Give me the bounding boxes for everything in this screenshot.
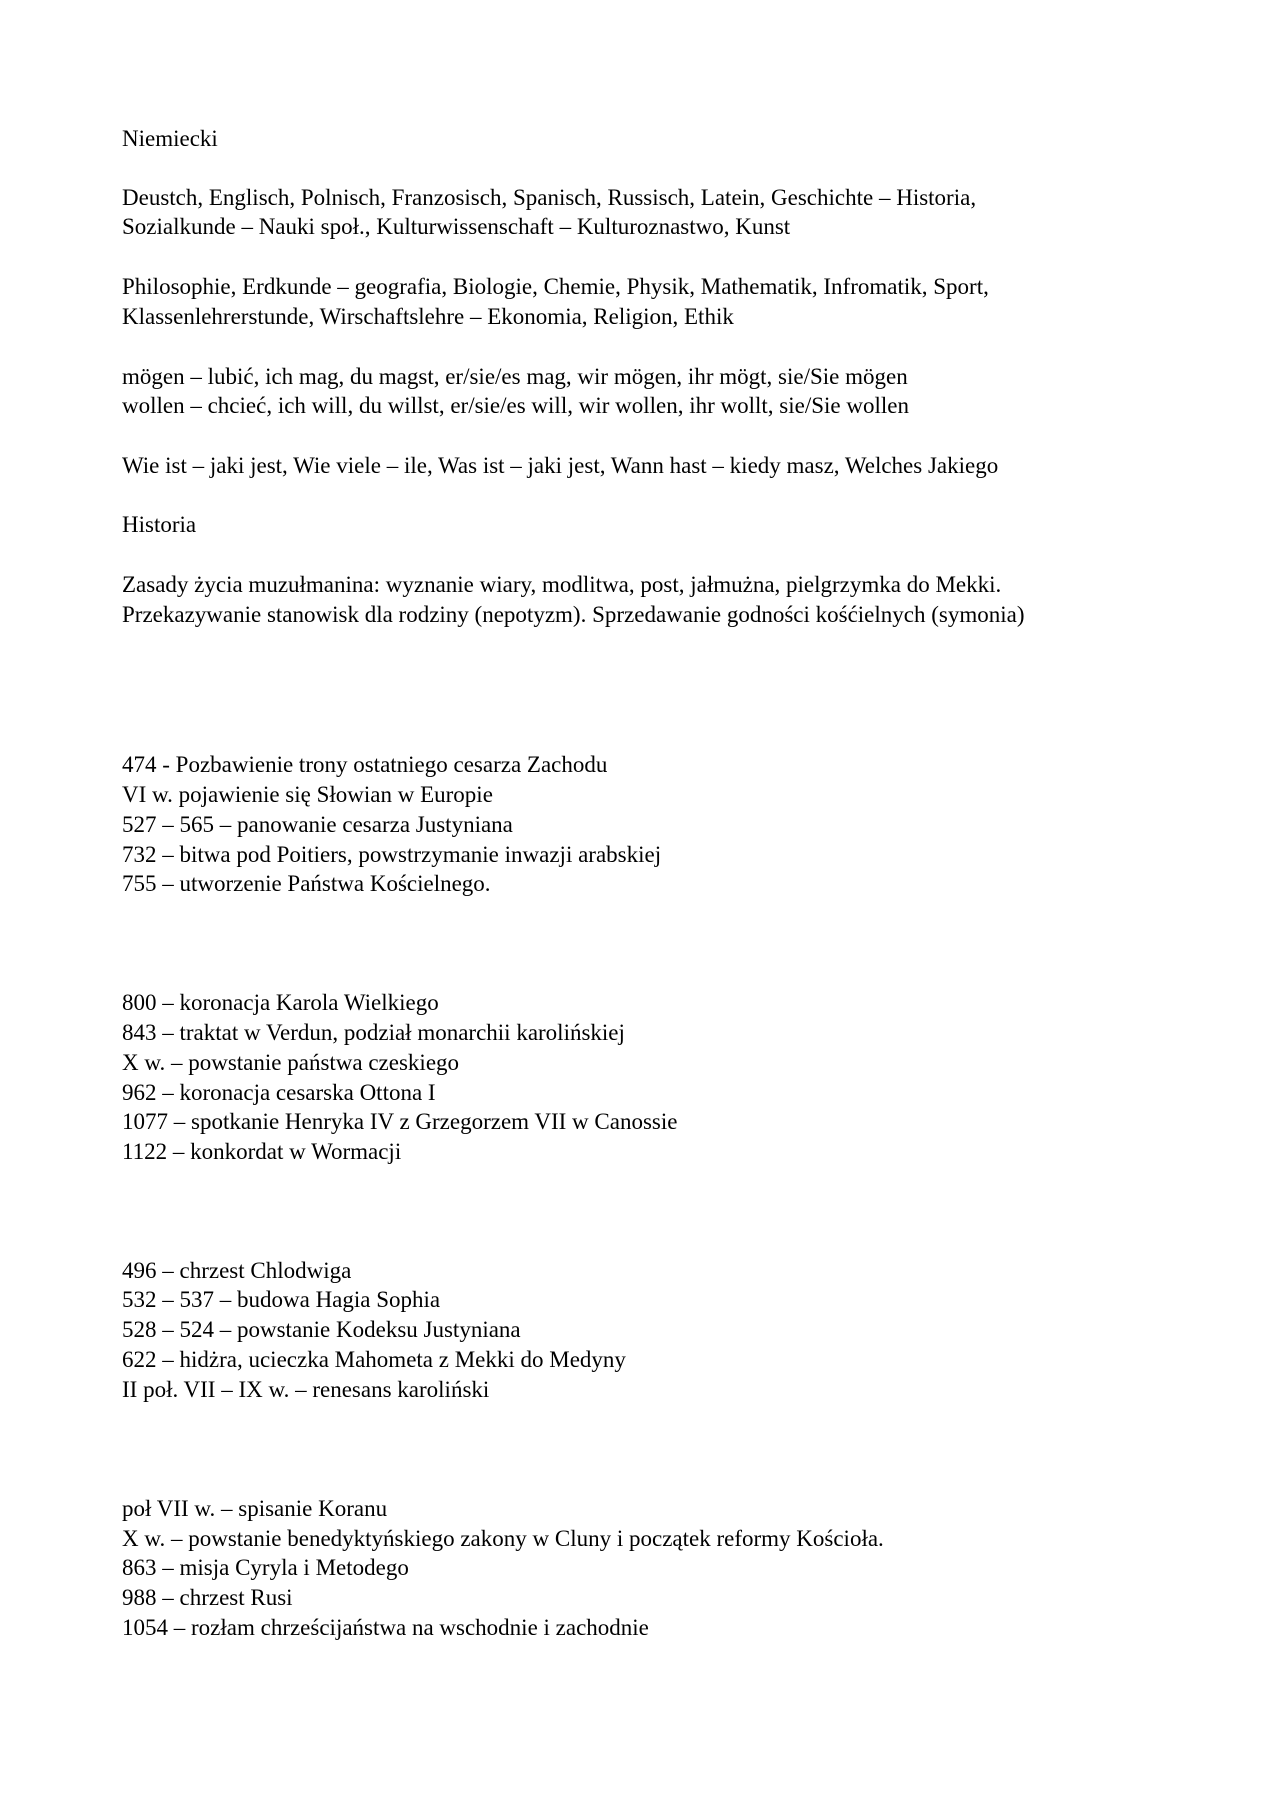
german-subjects-2-line-1: Philosophie, Erdkunde – geografia, Biologie, Chemie, Physik, Mathematik, Infromatik, Sport, bbox=[122, 274, 989, 299]
heading-history: Historia bbox=[122, 512, 197, 537]
date-line: 1122 – konkordat w Wormacji bbox=[122, 1139, 402, 1164]
date-line: poł VII w. – spisanie Koranu bbox=[122, 1496, 388, 1521]
date-line: X w. – powstanie benedyktyńskiego zakony w Cluny i początek reformy Kościoła. bbox=[122, 1526, 884, 1551]
date-line: 732 – bitwa pod Poitiers, powstrzymanie inwazji arabskiej bbox=[122, 842, 662, 867]
date-line: 1077 – spotkanie Henryka IV z Grzegorzem VII w Canossie bbox=[122, 1109, 678, 1134]
date-line: II poł. VII – IX w. – renesans karoliński bbox=[122, 1377, 490, 1402]
date-line: 1054 – rozłam chrześcijaństwa na wschodnie i zachodnie bbox=[122, 1615, 649, 1640]
date-line: 496 – chrzest Chlodwiga bbox=[122, 1258, 352, 1283]
questions-line: Wie ist – jaki jest, Wie viele – ile, Was ist – jaki jest, Wann hast – kiedy masz, Welches Jakiego bbox=[122, 453, 999, 478]
date-line: 863 – misja Cyryla i Metodego bbox=[122, 1555, 409, 1580]
heading-german: Niemiecki bbox=[122, 126, 218, 151]
rules-line-1: Zasady życia muzułmanina: wyznanie wiary, modlitwa, post, jałmużna, pielgrzymka do Mekki. bbox=[122, 572, 1002, 597]
date-line: 474 - Pozbawienie trony ostatniego cesarza Zachodu bbox=[122, 752, 608, 777]
verb-wollen: wollen – chcieć, ich will, du willst, er/sie/es will, wir wollen, ihr wollt, sie/Sie wollen bbox=[122, 393, 909, 418]
date-line: 527 – 565 – panowanie cesarza Justyniana bbox=[122, 812, 513, 837]
german-subjects-line-1: Deustch, Englisch, Polnisch, Franzosisch, Spanisch, Russisch, Latein, Geschichte – Historia, bbox=[122, 185, 977, 210]
date-line: 622 – hidżra, ucieczka Mahometa z Mekki do Medyny bbox=[122, 1347, 626, 1372]
rules-line-2: Przekazywanie stanowisk dla rodziny (nepotyzm). Sprzedawanie godności kośćielnych (symonia) bbox=[122, 602, 1025, 627]
date-line: 988 – chrzest Rusi bbox=[122, 1585, 293, 1610]
date-line: 532 – 537 – budowa Hagia Sophia bbox=[122, 1287, 441, 1312]
german-subjects-line-2: Sozialkunde – Nauki społ., Kulturwissenschaft – Kulturoznastwo, Kunst bbox=[122, 214, 791, 239]
date-line: 962 – koronacja cesarska Ottona I bbox=[122, 1080, 436, 1105]
date-line: 800 – koronacja Karola Wielkiego bbox=[122, 990, 439, 1015]
date-line: VI w. pojawienie się Słowian w Europie bbox=[122, 782, 493, 807]
german-subjects-2-line-2: Klassenlehrerstunde, Wirschaftslehre – Ekonomia, Religion, Ethik bbox=[122, 304, 734, 329]
date-line: X w. – powstanie państwa czeskiego bbox=[122, 1050, 460, 1075]
date-line: 528 – 524 – powstanie Kodeksu Justyniana bbox=[122, 1317, 521, 1342]
date-line: 843 – traktat w Verdun, podział monarchii karolińskiej bbox=[122, 1020, 625, 1045]
date-line: 755 – utworzenie Państwa Kościelnego. bbox=[122, 871, 491, 896]
verb-moegen: mögen – lubić, ich mag, du magst, er/sie/es mag, wir mögen, ihr mögt, sie/Sie mögen bbox=[122, 364, 908, 389]
